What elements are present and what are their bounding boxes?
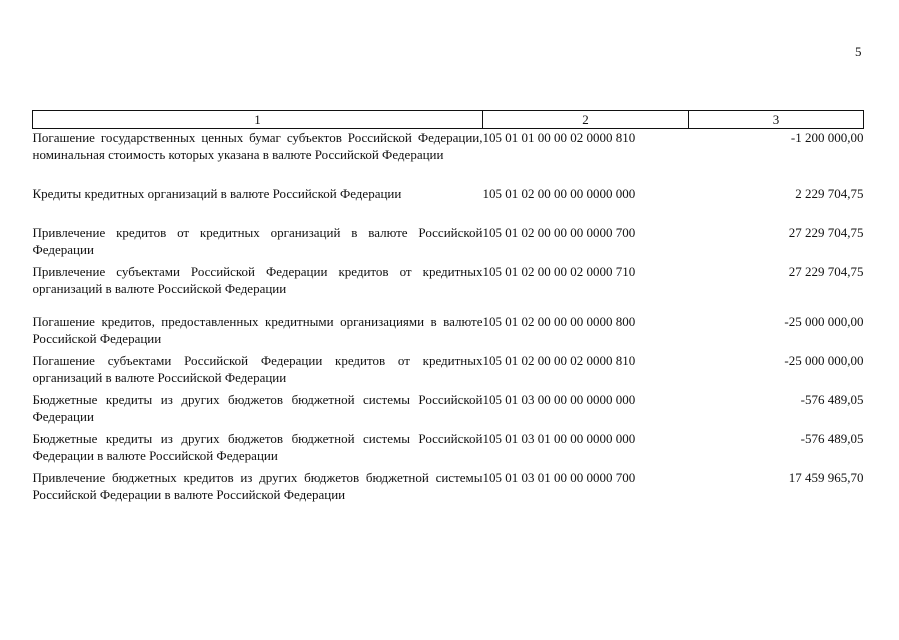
row-description: Погашение субъектами Российской Федерации кредитов от кредитных организаций в валюте Российской Федерации (32, 353, 483, 385)
row-amount: 2 229 704,75 (795, 186, 864, 201)
row-budget-code: 105 01 02 00 00 02 0000 810 (482, 353, 636, 368)
table-row (33, 352, 864, 391)
row-description: Погашение кредитов, предоставленных кредитными организациями в валюте Российской Федерации (32, 314, 483, 346)
table-header (33, 111, 864, 129)
row-description: Погашение государственных ценных бумаг субъектов Российской Федерации, номинальная стоимость которых указана в валюте Российской Федерации (32, 130, 483, 162)
table-row (33, 263, 864, 313)
row-amount: 27 229 704,75 (788, 225, 864, 240)
header-row (33, 111, 864, 129)
table-body (33, 129, 864, 509)
budget-sources-table (32, 110, 864, 508)
row-amount: -1 200 000,00 (790, 130, 864, 145)
row-description: Бюджетные кредиты из других бюджетов бюджетной системы Российской Федерации в валюте Российской Федерации (32, 431, 483, 463)
row-description: Привлечение бюджетных кредитов из других бюджетов бюджетной системы Российской Федерации в валюте Российской Федерации (32, 470, 483, 502)
row-description: Кредиты кредитных организаций в валюте Российской Федерации (32, 186, 402, 201)
row-amount: -25 000 000,00 (784, 353, 864, 368)
row-budget-code: 105 01 02 00 00 02 0000 710 (482, 264, 636, 279)
row-amount: -576 489,05 (800, 392, 864, 407)
row-budget-code: 105 01 03 01 00 00 0000 000 (482, 431, 636, 446)
row-amount: -25 000 000,00 (784, 314, 864, 329)
table-row (33, 185, 864, 224)
row-amount: 17 459 965,70 (788, 470, 864, 485)
row-budget-code: 105 01 02 00 00 00 0000 800 (482, 314, 636, 329)
header-column-3: 3 (689, 111, 864, 129)
table-row (33, 313, 864, 352)
header-column-2: 2 (483, 111, 689, 129)
table-row (33, 430, 864, 469)
row-description: Привлечение субъектами Российской Федерации кредитов от кредитных организаций в валюте Российской Федерации (32, 264, 483, 296)
header-column-1: 1 (33, 111, 483, 129)
page-number: 5 (855, 44, 862, 59)
table-row (33, 129, 864, 186)
row-budget-code: 105 01 02 00 00 00 0000 000 (482, 186, 636, 201)
row-budget-code: 105 01 01 00 00 02 0000 810 (482, 130, 636, 145)
row-description: Привлечение кредитов от кредитных организаций в валюте Российской Федерации (32, 225, 483, 257)
row-budget-code: 105 01 03 00 00 00 0000 000 (482, 392, 636, 407)
table-row (33, 224, 864, 263)
row-budget-code: 105 01 02 00 00 00 0000 700 (482, 225, 636, 240)
row-amount: 27 229 704,75 (788, 264, 864, 279)
row-amount: -576 489,05 (800, 431, 864, 446)
row-description: Бюджетные кредиты из других бюджетов бюджетной системы Российской Федерации (32, 392, 483, 424)
table-row (33, 469, 864, 508)
row-budget-code: 105 01 03 01 00 00 0000 700 (482, 470, 636, 485)
table-row (33, 391, 864, 430)
